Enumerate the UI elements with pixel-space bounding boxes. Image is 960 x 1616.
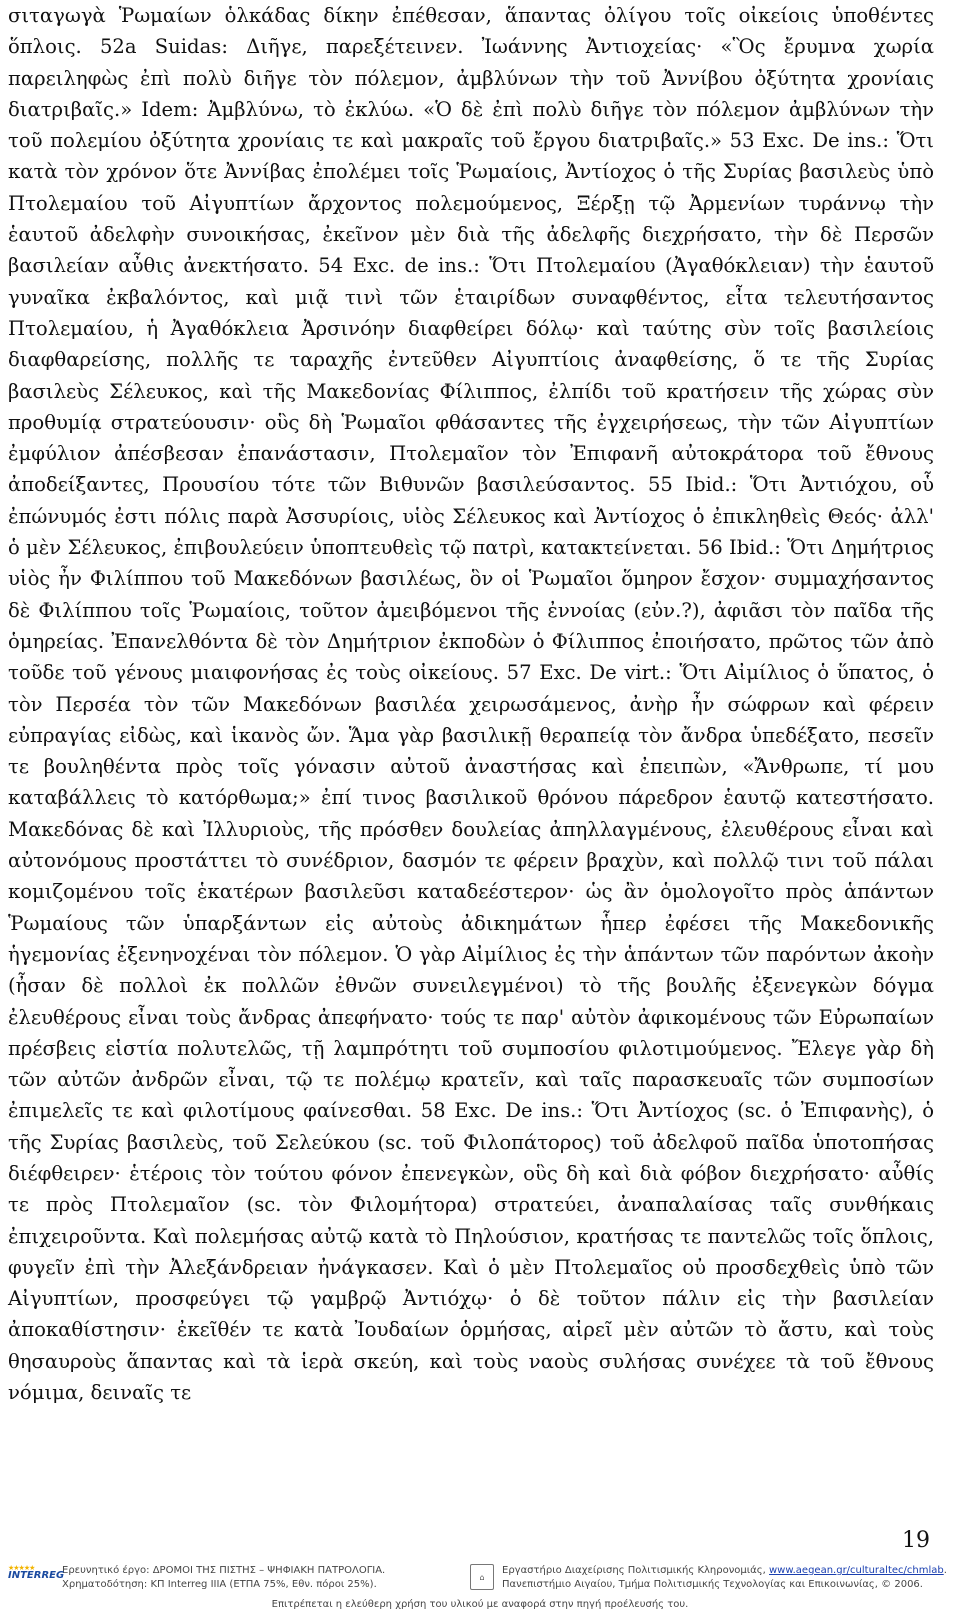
- university-logo-icon: ⌂: [470, 1564, 494, 1590]
- main-text: [8, 0, 934, 1408]
- footer: [0, 1560, 960, 1616]
- body-paragraph: σιταγωγὰ Ῥωμαίων ὁλκάδας δίκην ἐπέθεσαν, ἅπαντας ὀλίγου τοῖς οἰκείοις ὑποθέντες ὅπλοις. 52a Suidas: Διῆγε, παρεξέτεινεν. Ἰωάννης Ἀντιοχείας· «Ὃς ἔρυμνα χωρία παρειληφὼς ἐπὶ πολὺ διῆγε τὸν πόλεμον, ἀμβλύνων τὴν τοῦ Ἀννίβου ὀξύτητα χρονίαις διατριβαῖς.» Idem: Ἀμβλύνω, τὸ ἐκλύω. «Ὁ δὲ ἐπὶ πολὺ διῆγε τὸν πόλεμον ἀμβλύνων τὴν τοῦ πολεμίου ὀξύτητα χρονίαις τε καὶ μακραῖς τοῦ ἔργου διατριβαῖς.» 53 Exc. De ins.: Ὅτι κατὰ τὸν χρόνον ὅτε Ἀννίβας ἐπολέμει τοῖς Ῥωμαίοις, Ἀντίοχος ὁ τῆς Συρίας βασιλεὺς ὑπὸ Πτολεμαίου τοῦ Αἰγυπτίων ἄρχοντος πολεμούμενος, Ξέρξῃ τῷ Ἀρμενίων τυράννῳ τὴν ἑαυτοῦ ἀδελφὴν συνοικήσας, ἐκεῖνον μὲν διὰ τῆς ἀδελφῆς διεχρήσατο, τὴν δὲ Περσῶν βασιλείαν αὖθις ἀνεκτήσατο. 54 Exc. de ins.: Ὅτι Πτολεμαίου (Ἀγαθόκλειαν) τὴν ἑαυτοῦ γυναῖκα ἐκβαλόντος, καὶ μιᾷ τινὶ τῶν ἑταιρίδων συναφθέντος, εἶτα τελευτήσαντος Πτολεμαίου, ἡ Ἀγαθόκλεια Ἀρσινόην διαφθείρει δόλῳ· καὶ ταύτης σὺν τοῖς βασιλείοις διαφθαρείσης, πολλῆς τε ταραχῆς ἐντεῦθεν Αἰγυπτίοις ἀναφθείσης, ὅ τε τῆς Συρίας βασιλεὺς Σέλευκος, καὶ τῆς Μακεδονίας Φίλιππος, ἐλπίδι τοῦ κρατήσειν τῆς χώρας σὺν προθυμίᾳ στρατεύουσιν· οὓς δὴ Ῥωμαῖοι φθάσαντες τῆς ἐγχειρήσεως, τὴν τῶν Αἰγυπτίων ἐμφύλιον ἀπέσβεσαν ἐπανάστασιν, Πτολεμαῖον τὸν Ἐπιφανῆ αὐτοκράτορα τοῦ ἔθνους ἀποδείξαντες, Προυσίου τότε τῶν Βιθυνῶν βασιλεύσαντος. 55 Ibid.: Ὅτι Ἀντιόχου, οὗ ἐπώνυμός ἐστι πόλις παρὰ Ἀσσυρίοις, υἱὸς Σέλευκος καὶ Ἀντίοχος ὁ ἐπικληθεὶς Θεός· ἀλλ' ὁ μὲν Σέλευκος, ἐπιβουλεύειν ὑποπτευθεὶς τῷ πατρὶ, κατακτείνεται. 56 Ibid.: Ὅτι Δημήτριος υἱὸς ἦν Φιλίππου τοῦ Μακεδόνων βασιλέως, ὃν οἱ Ῥωμαῖοι ὅμηρον ἔσχον· συμμαχήσαντος δὲ Φιλίππου τοῖς Ῥωμαίοις, τοῦτον ἀμειβόμενοι τῆς ἐννοίας (εὐν.?), ἀφιᾶσι τὸν παῖδα τῆς ὁμηρείας. Ἐπανελθόντα δὲ τὸν Δημήτριον ἐκποδὼν ὁ Φίλιππος ἐποιήσατο, πρῶτος τῶν ἀπὸ τοῦδε τοῦ γένους μιαιφονήσας ἐς τοὺς οἰκείους. 57 Exc. De virt.: Ὅτι Αἰμίλιος ὁ ὕπατος, ὁ τὸν Περσέα τὸν τῶν Μακεδόνων βασιλέα χειρωσάμενος, ἀνὴρ ἦν σώφρων καὶ φέρειν εὐπραγίας εἰδὼς, καὶ ἱκανὸς ὤν. Ἅμα γὰρ βασιλικῇ θεραπείᾳ τὸν ἄνδρα ὑπεδέξατο, πεσεῖν τε βουληθέντα πρὸς τοῖς γόνασιν αὐτοῦ ἀναστήσας καὶ ἐπειπὼν, «Ἄνθρωπε, τί μου καταβάλλεις τὸ κατόρθωμα;» ἐπί τινος βασιλικοῦ θρόνου πάρεδρον ἑαυτῷ κατεστήσατο. Μακεδόνας δὲ καὶ Ἰλλυριοὺς, τῆς πρόσθεν δουλείας ἀπηλλαγμένους, ἐλευθέρους εἶναι καὶ αὐτονόμους προστάττει τὸ συνέδριον, δασμόν τε φέρειν βραχὺν, καὶ πολλῷ τινι τοῦ πάλαι κομιζομένου τοῖς ἑκατέρων βασιλεῦσι καταδεέστερον· ὡς ἂν ὁμολογοῖτο πρὸς ἁπάντων Ῥωμαίους τῶν ὑπαρξάντων εἰς αὐτοὺς ἀδικημάτων ἧπερ ἐφέσει τῆς Μακεδονικῆς ἡγεμονίας ἐξενηνοχέναι τὸν πόλεμον. Ὁ γὰρ Αἰμίλιος ἐς τὴν ἁπάντων τῶν παρόντων ἀκοὴν (ἦσαν δὲ πολλοὶ ἐκ πολλῶν ἐθνῶν συνειλεγμένοι) τὸ τῆς βουλῆς ἐξενεγκὼν δόγμα ἐλευθέρους εἶναι τοὺς ἄνδρας ἀπεφήνατο· τούς τε παρ' αὐτὸν ἀφικομένους τῶν Εὐρωπαίων πρέσβεις εἱστία πολυτελῶς, τῇ λαμπρότητι τοῦ συμποσίου φιλοτιμούμενος. Ἔλεγε γὰρ δὴ τῶν αὐτῶν ἀνδρῶν εἶναι, τῷ τε πολέμῳ κρατεῖν, καὶ ταῖς παρασκευαῖς τῶν συμποσίων ἐπιμελεῖς τε καὶ φιλοτίμους φαίνεσθαι. 58 Exc. De ins.: Ὅτι Ἀντίοχος (sc. ὁ Ἐπιφανὴς), ὁ τῆς Συρίας βασιλεὺς, τοῦ Σελεύκου (sc. τοῦ Φιλοπάτορος) τοῦ ἀδελφοῦ παῖδα ὑποτοπήσας διέφθειρεν· ἑτέροις τὸν τούτου φόνον ἐπενεγκὼν, οὓς δὴ καὶ διὰ φόβον διεχρήσατο· αὖθίς τε πρὸς Πτολεμαῖον (sc. τὸν Φιλομήτορα) στρατεύει, ἀναπαλαίσας ταῖς συνθήκαις ἐπιχειροῦντα. Καὶ πολεμήσας αὐτῷ κατὰ τὸ Πηλούσιον, κρατήσας τε παντελῶς τοῖς ὅπλοις, φυγεῖν ἐπὶ τὴν Ἀλεξάνδρειαν ἠνάγκασεν. Καὶ ὁ μὲν Πτολεμαῖος οὐ προσδεχθεὶς ὑπὸ τῶν Αἰγυπτίων, προσφεύγει τῷ γαμβρῷ Ἀντιόχῳ· ὁ δὲ τοῦτον πάλιν εἰς τὴν βασιλείαν ἀποκαθίστησιν· ἐκεῖθέν τε κατὰ Ἰουδαίων ὁρμήσας, αἱρεῖ μὲν αὐτῶν τὸ ἄστυ, καὶ τοὺς θησαυροὺς ἅπαντας καὶ τὰ ἱερὰ σκεύη, καὶ τοὺς ναοὺς συλήσας συνέχεε τὰ τοῦ ἔθνους νόμιμα, δειναῖς τε: [8, 4, 934, 1405]
- footer-university-line: Πανεπιστήμιο Αιγαίου, Τμήμα Πολιτισμικής Τεχνολογίας και Επικοινωνίας, © 2006.: [502, 1579, 923, 1590]
- footer-license-line: Επιτρέπεται η ελεύθερη χρήση του υλικού με αναφορά στην πηγή προέλευσής του.: [271, 1599, 689, 1610]
- footer-project-line: Ερευνητικό έργο: ΔΡΟΜΟΙ ΤΗΣ ΠΙΣΤΗΣ – ΨΗΦΙΑΚΗ ΠΑΤΡΟΛΟΓΙΑ.: [62, 1565, 386, 1576]
- footer-right: [470, 1564, 950, 1592]
- lab-website-link[interactable]: www.aegean.gr/culturaltec/chmlab: [769, 1565, 944, 1576]
- interreg-logo-text: INTERREG: [8, 1570, 65, 1581]
- footer-lab-line: [502, 1564, 947, 1578]
- footer-left: [8, 1564, 468, 1592]
- eu-stars-icon: ★★★★★: [8, 1564, 35, 1572]
- interreg-logo: [8, 1564, 65, 1586]
- footer-right-lines: [502, 1564, 947, 1592]
- footer-funding-line: Χρηματοδότηση: ΚΠ Interreg IIIA (ΕΤΠΑ 75%, Εθν. πόροι 25%).: [62, 1579, 377, 1590]
- footer-left-lines: [62, 1564, 385, 1592]
- page-number: 19: [902, 1528, 930, 1553]
- footer-lab-name: Εργαστήριο Διαχείρισης Πολιτισμικής Κληρονομιάς,: [502, 1565, 769, 1576]
- footer-lab-suffix: .: [943, 1565, 947, 1576]
